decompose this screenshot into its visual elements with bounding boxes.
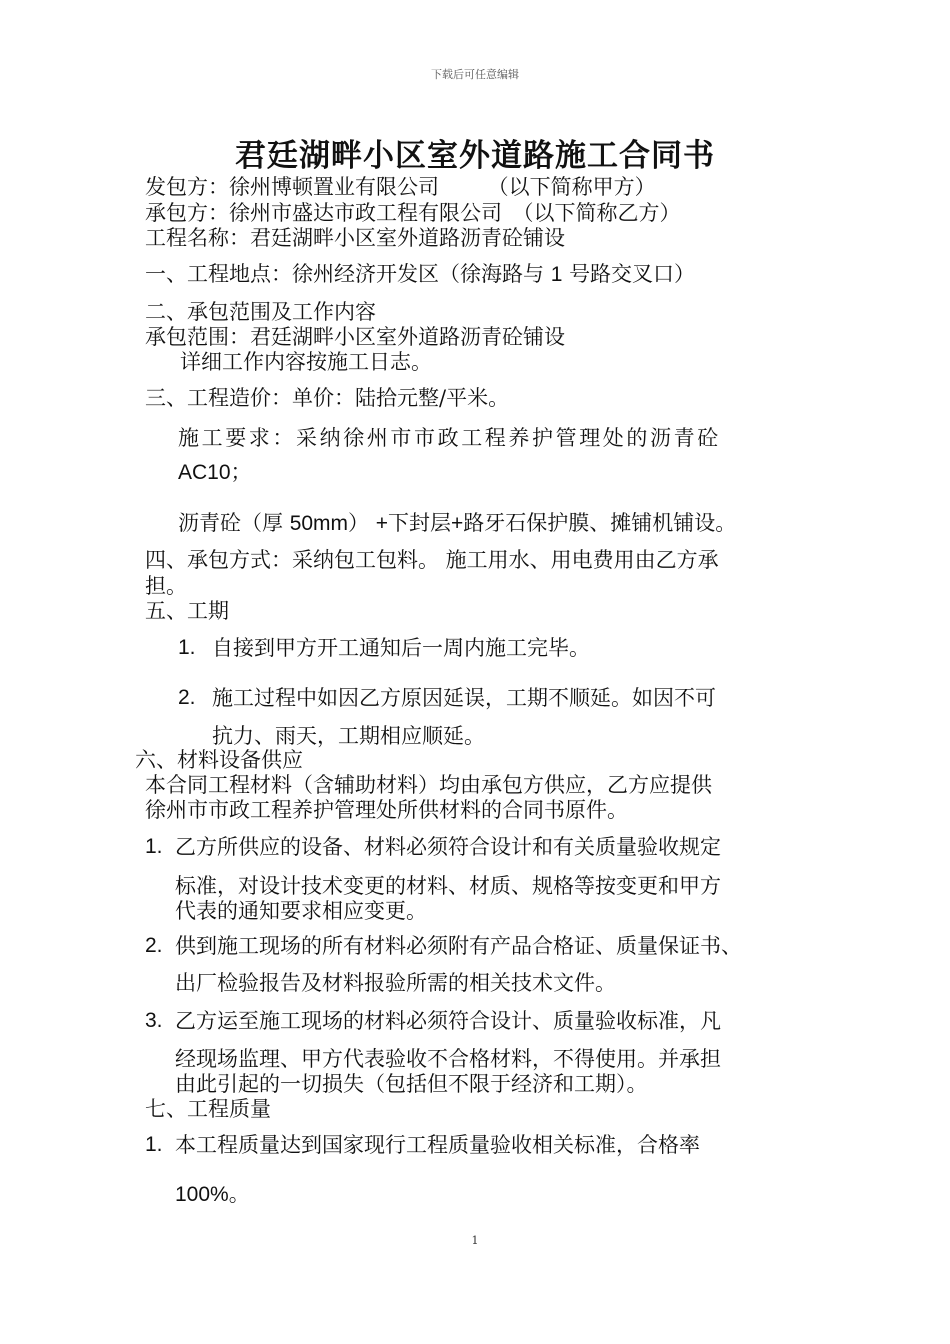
s6-item-1-number: 1. bbox=[145, 835, 163, 858]
page-header: 下载后可任意编辑 bbox=[431, 68, 519, 81]
s6-item-1-line-2: 标准，对设计技术变更的材料、材质、规格等按变更和甲方 bbox=[175, 874, 721, 898]
party-a-line: 发包方：徐州博顿置业有限公司 （以下简称甲方） bbox=[145, 175, 656, 199]
section-4-method-cont: 担。 bbox=[145, 574, 187, 598]
document-title: 君廷湖畔小区室外道路施工合同书 bbox=[235, 138, 715, 174]
req-plus-2: + bbox=[451, 512, 464, 535]
section-1-text: 一、工程地点：徐州经济开发区（徐海路与 bbox=[145, 262, 544, 286]
section-1-location bbox=[145, 261, 695, 288]
section-6-para-line-1: 本合同工程材料（含辅助材料）均由承包方供应，乙方应提供 bbox=[145, 773, 712, 797]
section-3-requirement-line-2: AC10； bbox=[178, 461, 252, 484]
s7-item-1-number: 1. bbox=[145, 1133, 163, 1156]
req-paren-close: ） bbox=[348, 511, 370, 535]
section-3-price: 三、工程造价：单价：陆拾元整/平米。 bbox=[145, 386, 510, 410]
s6-item-2-number: 2. bbox=[145, 934, 163, 957]
section-6-para-line-2: 徐州市市政工程养护管理处所供材料的合同书原件。 bbox=[145, 798, 628, 822]
section-3-requirement-line-1: 施工要求：采纳徐州市市政工程养护管理处的沥青砼 bbox=[178, 426, 721, 450]
party-b-line: 承包方：徐州市盛达市政工程有限公司 （以下简称乙方） bbox=[145, 201, 681, 225]
s5-item-1-number: 1. bbox=[178, 636, 196, 659]
section-2-heading: 二、承包范围及工作内容 bbox=[145, 300, 376, 324]
section-1-road-number: 1 bbox=[550, 263, 563, 286]
page-number: 1 bbox=[471, 1234, 479, 1247]
s5-item-2-number: 2. bbox=[178, 686, 196, 709]
s7-item-1-line-2: 100%。 bbox=[175, 1183, 250, 1206]
section-3-requirement-line-3 bbox=[178, 510, 736, 537]
req-plus-1: + bbox=[375, 512, 388, 535]
s5-item-2-line-2: 抗力、雨天，工期相应顺延。 bbox=[212, 724, 485, 748]
req-curb-film: 路牙石保护膜、摊铺机铺设。 bbox=[463, 511, 737, 535]
section-6-heading: 六、材料设备供应 bbox=[135, 748, 303, 772]
s6-item-3-number: 3. bbox=[145, 1009, 163, 1032]
s6-item-2-line-1: 供到施工现场的所有材料必须附有产品合格证、质量保证书、 bbox=[175, 934, 742, 958]
s5-item-1-line-1: 自接到甲方开工通知后一周内施工完毕。 bbox=[212, 636, 590, 660]
section-2-scope: 承包范围：君廷湖畔小区室外道路沥青砼铺设 bbox=[145, 325, 565, 349]
req-asphalt-label: 沥青砼（厚 bbox=[178, 511, 290, 535]
req-thickness: 50mm bbox=[289, 512, 349, 535]
section-7-heading: 七、工程质量 bbox=[145, 1097, 271, 1121]
s6-item-3-line-2: 经现场监理、甲方代表验收不合格材料，不得使用。并承担 bbox=[175, 1047, 721, 1071]
section-5-heading: 五、工期 bbox=[145, 599, 229, 623]
s6-item-3-line-1: 乙方运至施工现场的材料必须符合设计、质量验收标准，凡 bbox=[175, 1009, 721, 1033]
req-seal-layer: 下封层 bbox=[388, 511, 451, 535]
section-1-tail: 号路交叉口） bbox=[569, 262, 696, 286]
s6-item-3-line-3: 由此引起的一切损失（包括但不限于经济和工期）。 bbox=[175, 1072, 648, 1096]
s7-item-1-line-1: 本工程质量达到国家现行工程质量验收相关标准，合格率 bbox=[175, 1133, 700, 1157]
section-4-method: 四、承包方式：采纳包工包料。 施工用水、用电费用由乙方承 bbox=[145, 548, 719, 572]
s6-item-1-line-1: 乙方所供应的设备、材料必须符合设计和有关质量验收规定 bbox=[175, 835, 721, 859]
section-2-detail: 详细工作内容按施工日志。 bbox=[180, 350, 432, 374]
s6-item-1-line-3: 代表的通知要求相应变更。 bbox=[175, 899, 427, 923]
s6-item-2-line-2: 出厂检验报告及材料报验所需的相关技术文件。 bbox=[175, 971, 616, 995]
project-name-line: 工程名称：君廷湖畔小区室外道路沥青砼铺设 bbox=[145, 226, 565, 250]
s5-item-2-line-1: 施工过程中如因乙方原因延误，工期不顺延。如因不可 bbox=[212, 686, 716, 710]
